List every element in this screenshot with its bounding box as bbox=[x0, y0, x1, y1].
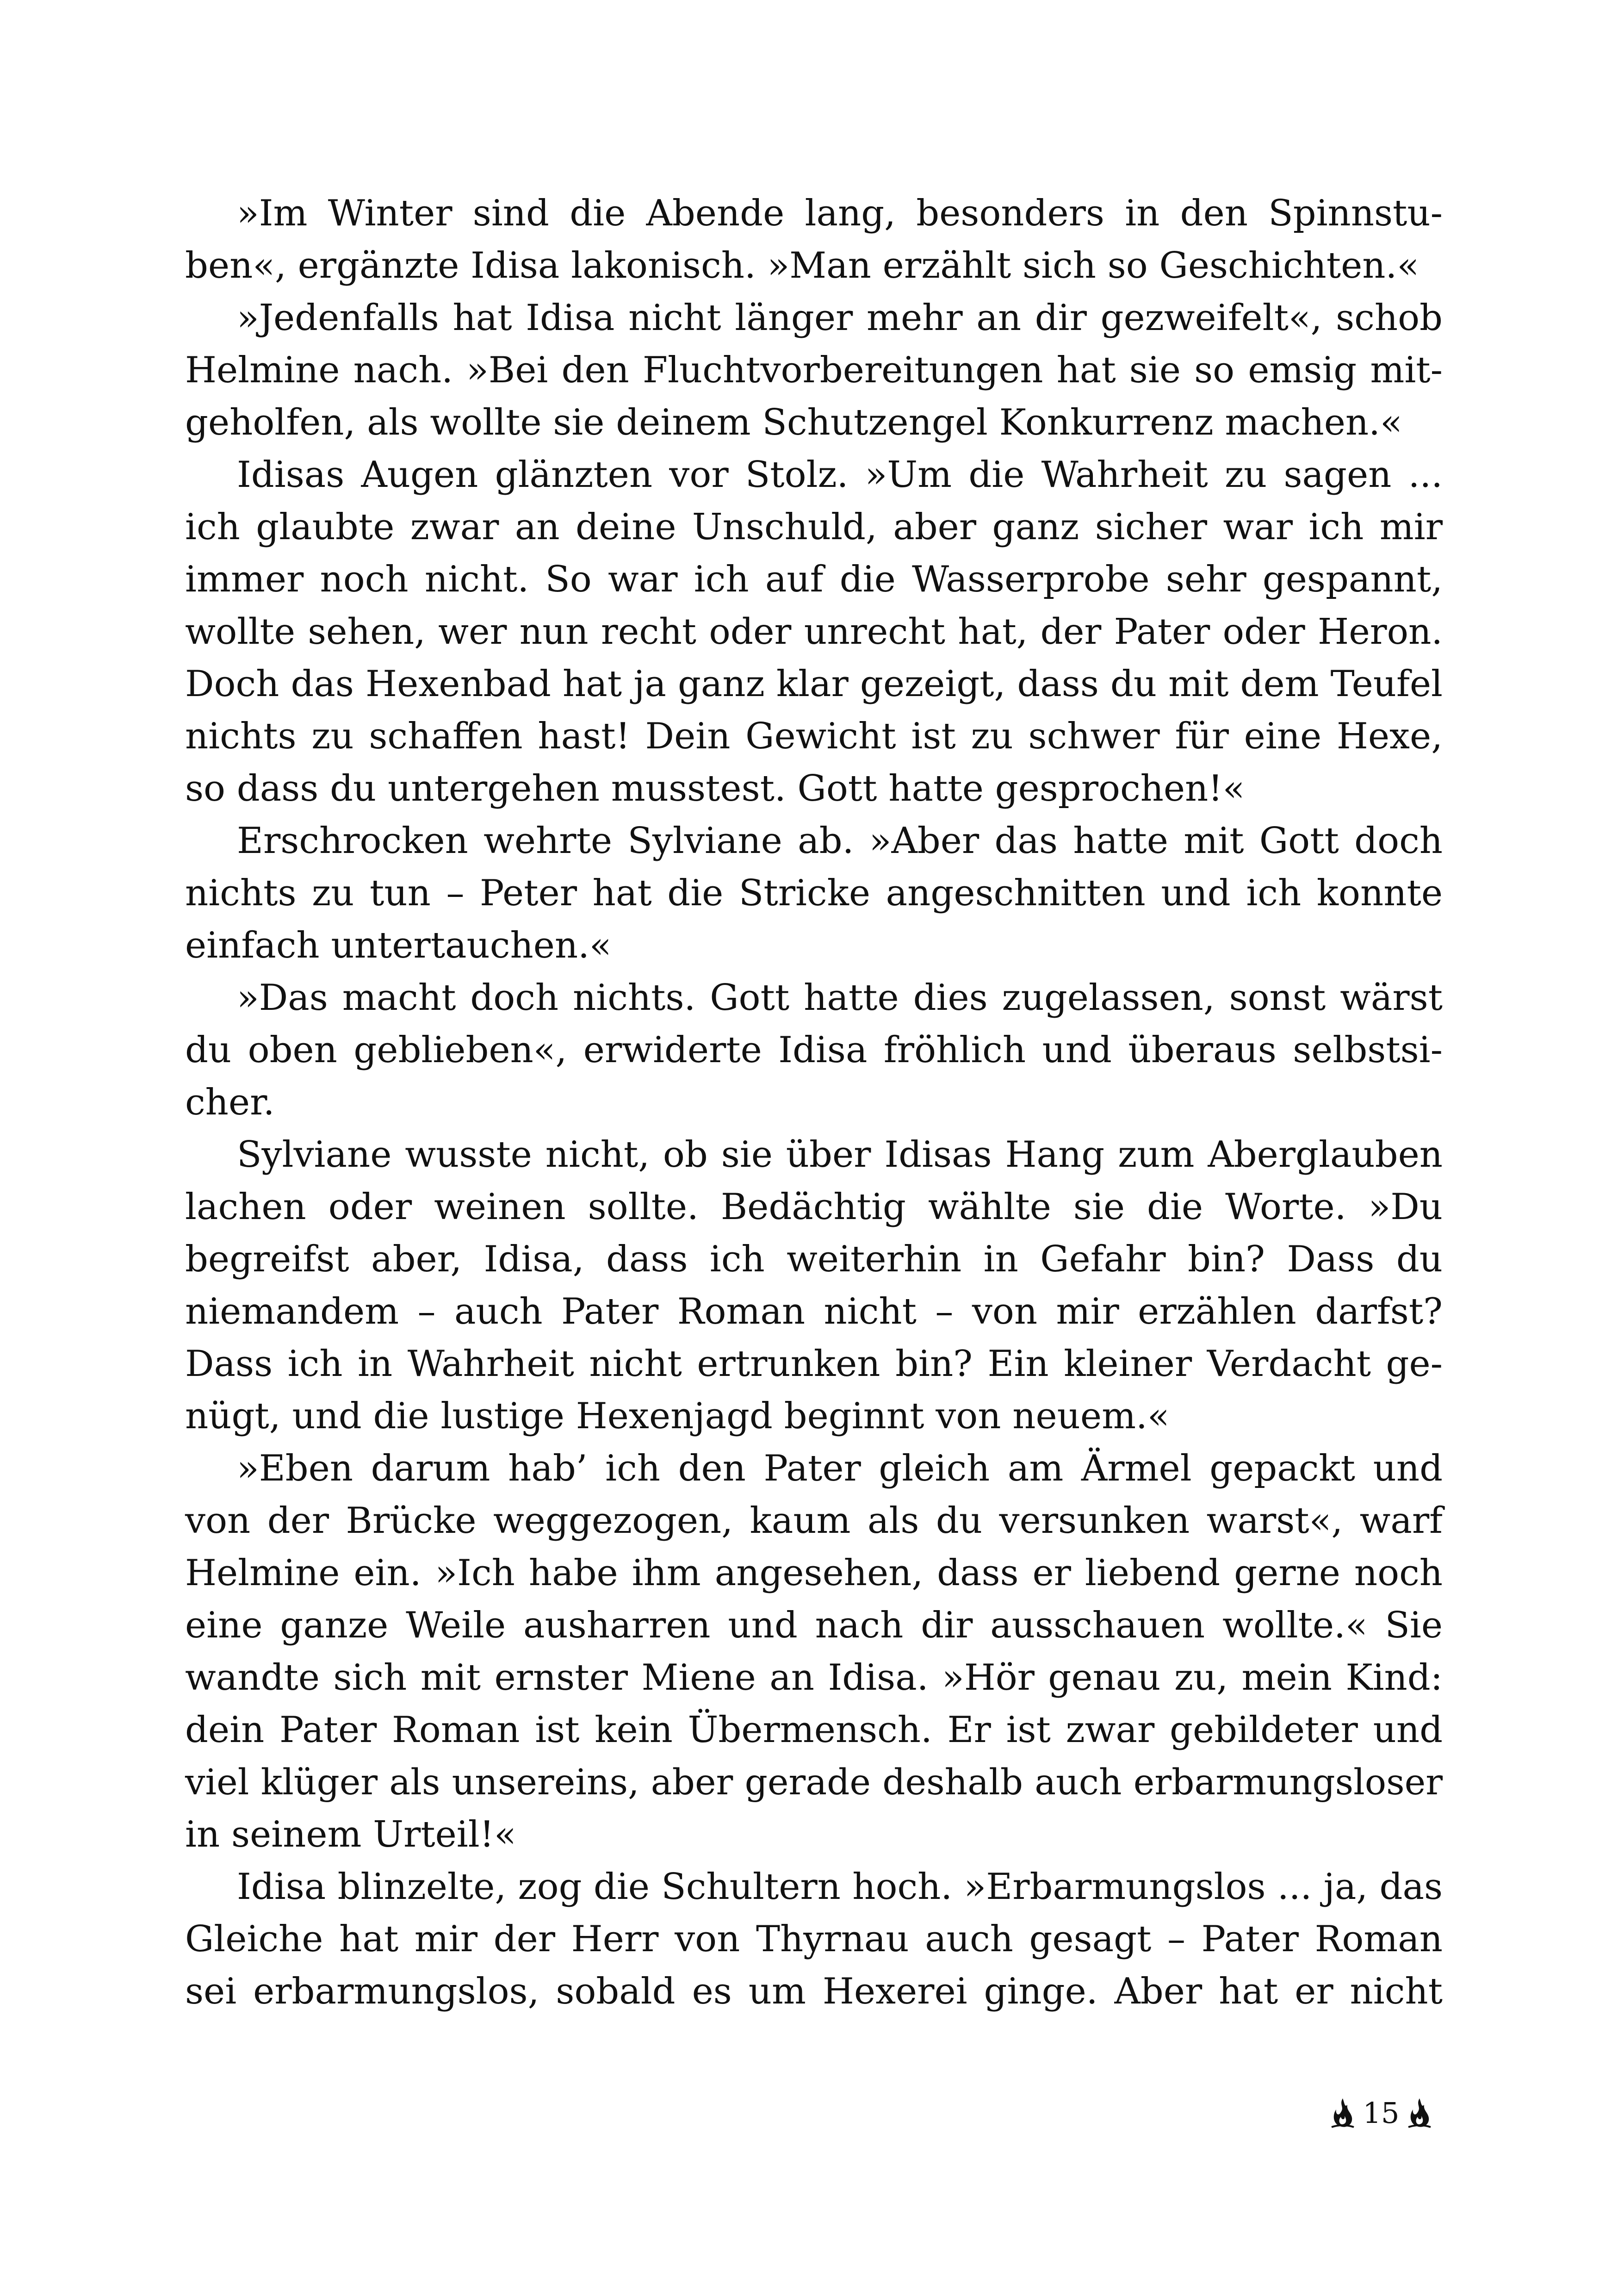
text-line: sei erbarmungslos, sobald es um Hexerei ginge. Aber hat er nicht bbox=[185, 1971, 1443, 2012]
text-line: niemandem – auch Pater Roman nicht – von mir erzählen darfst? bbox=[185, 1291, 1443, 1332]
text-line: Gleiche hat mir der Herr von Thyrnau auch gesagt – Pater Roman bbox=[185, 1918, 1443, 1960]
text-line: Sylviane wusste nicht, ob sie über Idisas Hang zum Aberglauben bbox=[237, 1134, 1443, 1176]
text-line: nichts zu tun – Peter hat die Stricke angeschnitten und ich konnte bbox=[185, 872, 1443, 914]
text-line: ich glaubte zwar an deine Unschuld, aber ganz sicher war ich mir bbox=[185, 506, 1443, 548]
text-line: immer noch nicht. So war ich auf die Wasserprobe sehr gespannt, bbox=[185, 559, 1443, 600]
text-line: »Jedenfalls hat Idisa nicht länger mehr an dir gezweifelt«, schob bbox=[237, 297, 1443, 339]
text-line: geholfen, als wollte sie deinem Schutzengel Konkurrenz machen.« bbox=[185, 402, 1402, 443]
text-line: »Im Winter sind die Abende lang, besonders in den Spinnstu- bbox=[237, 193, 1443, 234]
text-line: nichts zu schaffen hast! Dein Gewicht ist zu schwer für eine Hexe, bbox=[185, 716, 1443, 757]
text-line: Erschrocken wehrte Sylviane ab. »Aber das hatte mit Gott doch bbox=[237, 820, 1443, 862]
text-line: eine ganze Weile ausharren und nach dir ausschauen wollte.« Sie bbox=[185, 1605, 1443, 1646]
page-footer bbox=[1319, 2087, 1444, 2138]
text-line: lachen oder weinen sollte. Bedächtig wählte sie die Worte. »Du bbox=[185, 1186, 1443, 1228]
text-line: in seinem Urteil!« bbox=[185, 1814, 516, 1855]
text-line: einfach untertauchen.« bbox=[185, 925, 612, 966]
text-line: viel klüger als unsereins, aber gerade deshalb auch erbarmungsloser bbox=[185, 1762, 1443, 1803]
text-line: Doch das Hexenbad hat ja ganz klar gezeigt, dass du mit dem Teufel bbox=[185, 663, 1443, 705]
text-line: begreifst aber, Idisa, dass ich weiterhin in Gefahr bin? Dass du bbox=[185, 1238, 1443, 1280]
flame-icon bbox=[1407, 2097, 1432, 2129]
text-line: wollte sehen, wer nun recht oder unrecht hat, der Pater oder Heron. bbox=[185, 611, 1443, 653]
text-line: von der Brücke weggezogen, kaum als du versunken warst«, warf bbox=[185, 1500, 1443, 1542]
text-line: du oben geblieben«, erwiderte Idisa fröhlich und überaus selbstsi- bbox=[185, 1029, 1443, 1071]
text-line: Helmine nach. »Bei den Fluchtvorbereitungen hat sie so emsig mit- bbox=[185, 349, 1443, 391]
text-line: Helmine ein. »Ich habe ihm angesehen, dass er liebend gerne noch bbox=[185, 1552, 1443, 1594]
text-line: ben«, ergänzte Idisa lakonisch. »Man erzählt sich so Geschichten.« bbox=[185, 245, 1420, 286]
page-number: 15 bbox=[1363, 2096, 1400, 2130]
flame-icon bbox=[1331, 2097, 1355, 2129]
text-line: »Eben darum hab’ ich den Pater gleich am Ärmel gepackt und bbox=[237, 1448, 1443, 1489]
text-line: wandte sich mit ernster Miene an Idisa. »Hör genau zu, mein Kind: bbox=[185, 1657, 1443, 1699]
text-line: cher. bbox=[185, 1082, 275, 1123]
text-line: so dass du untergehen musstest. Gott hatte gesprochen!« bbox=[185, 768, 1245, 809]
body-text bbox=[185, 187, 1443, 2018]
text-line: nügt, und die lustige Hexenjagd beginnt von neuem.« bbox=[185, 1395, 1170, 1437]
text-line: Idisa blinzelte, zog die Schultern hoch. »Erbarmungslos ... ja, das bbox=[237, 1866, 1443, 1908]
text-line: Idisas Augen glänzten vor Stolz. »Um die Wahrheit zu sagen ... bbox=[237, 454, 1443, 496]
text-line: dein Pater Roman ist kein Übermensch. Er ist zwar gebildeter und bbox=[185, 1709, 1443, 1751]
text-line: Dass ich in Wahrheit nicht ertrunken bin? Ein kleiner Verdacht ge- bbox=[185, 1343, 1443, 1385]
text-line: »Das macht doch nichts. Gott hatte dies zugelassen, sonst wärst bbox=[237, 977, 1443, 1019]
